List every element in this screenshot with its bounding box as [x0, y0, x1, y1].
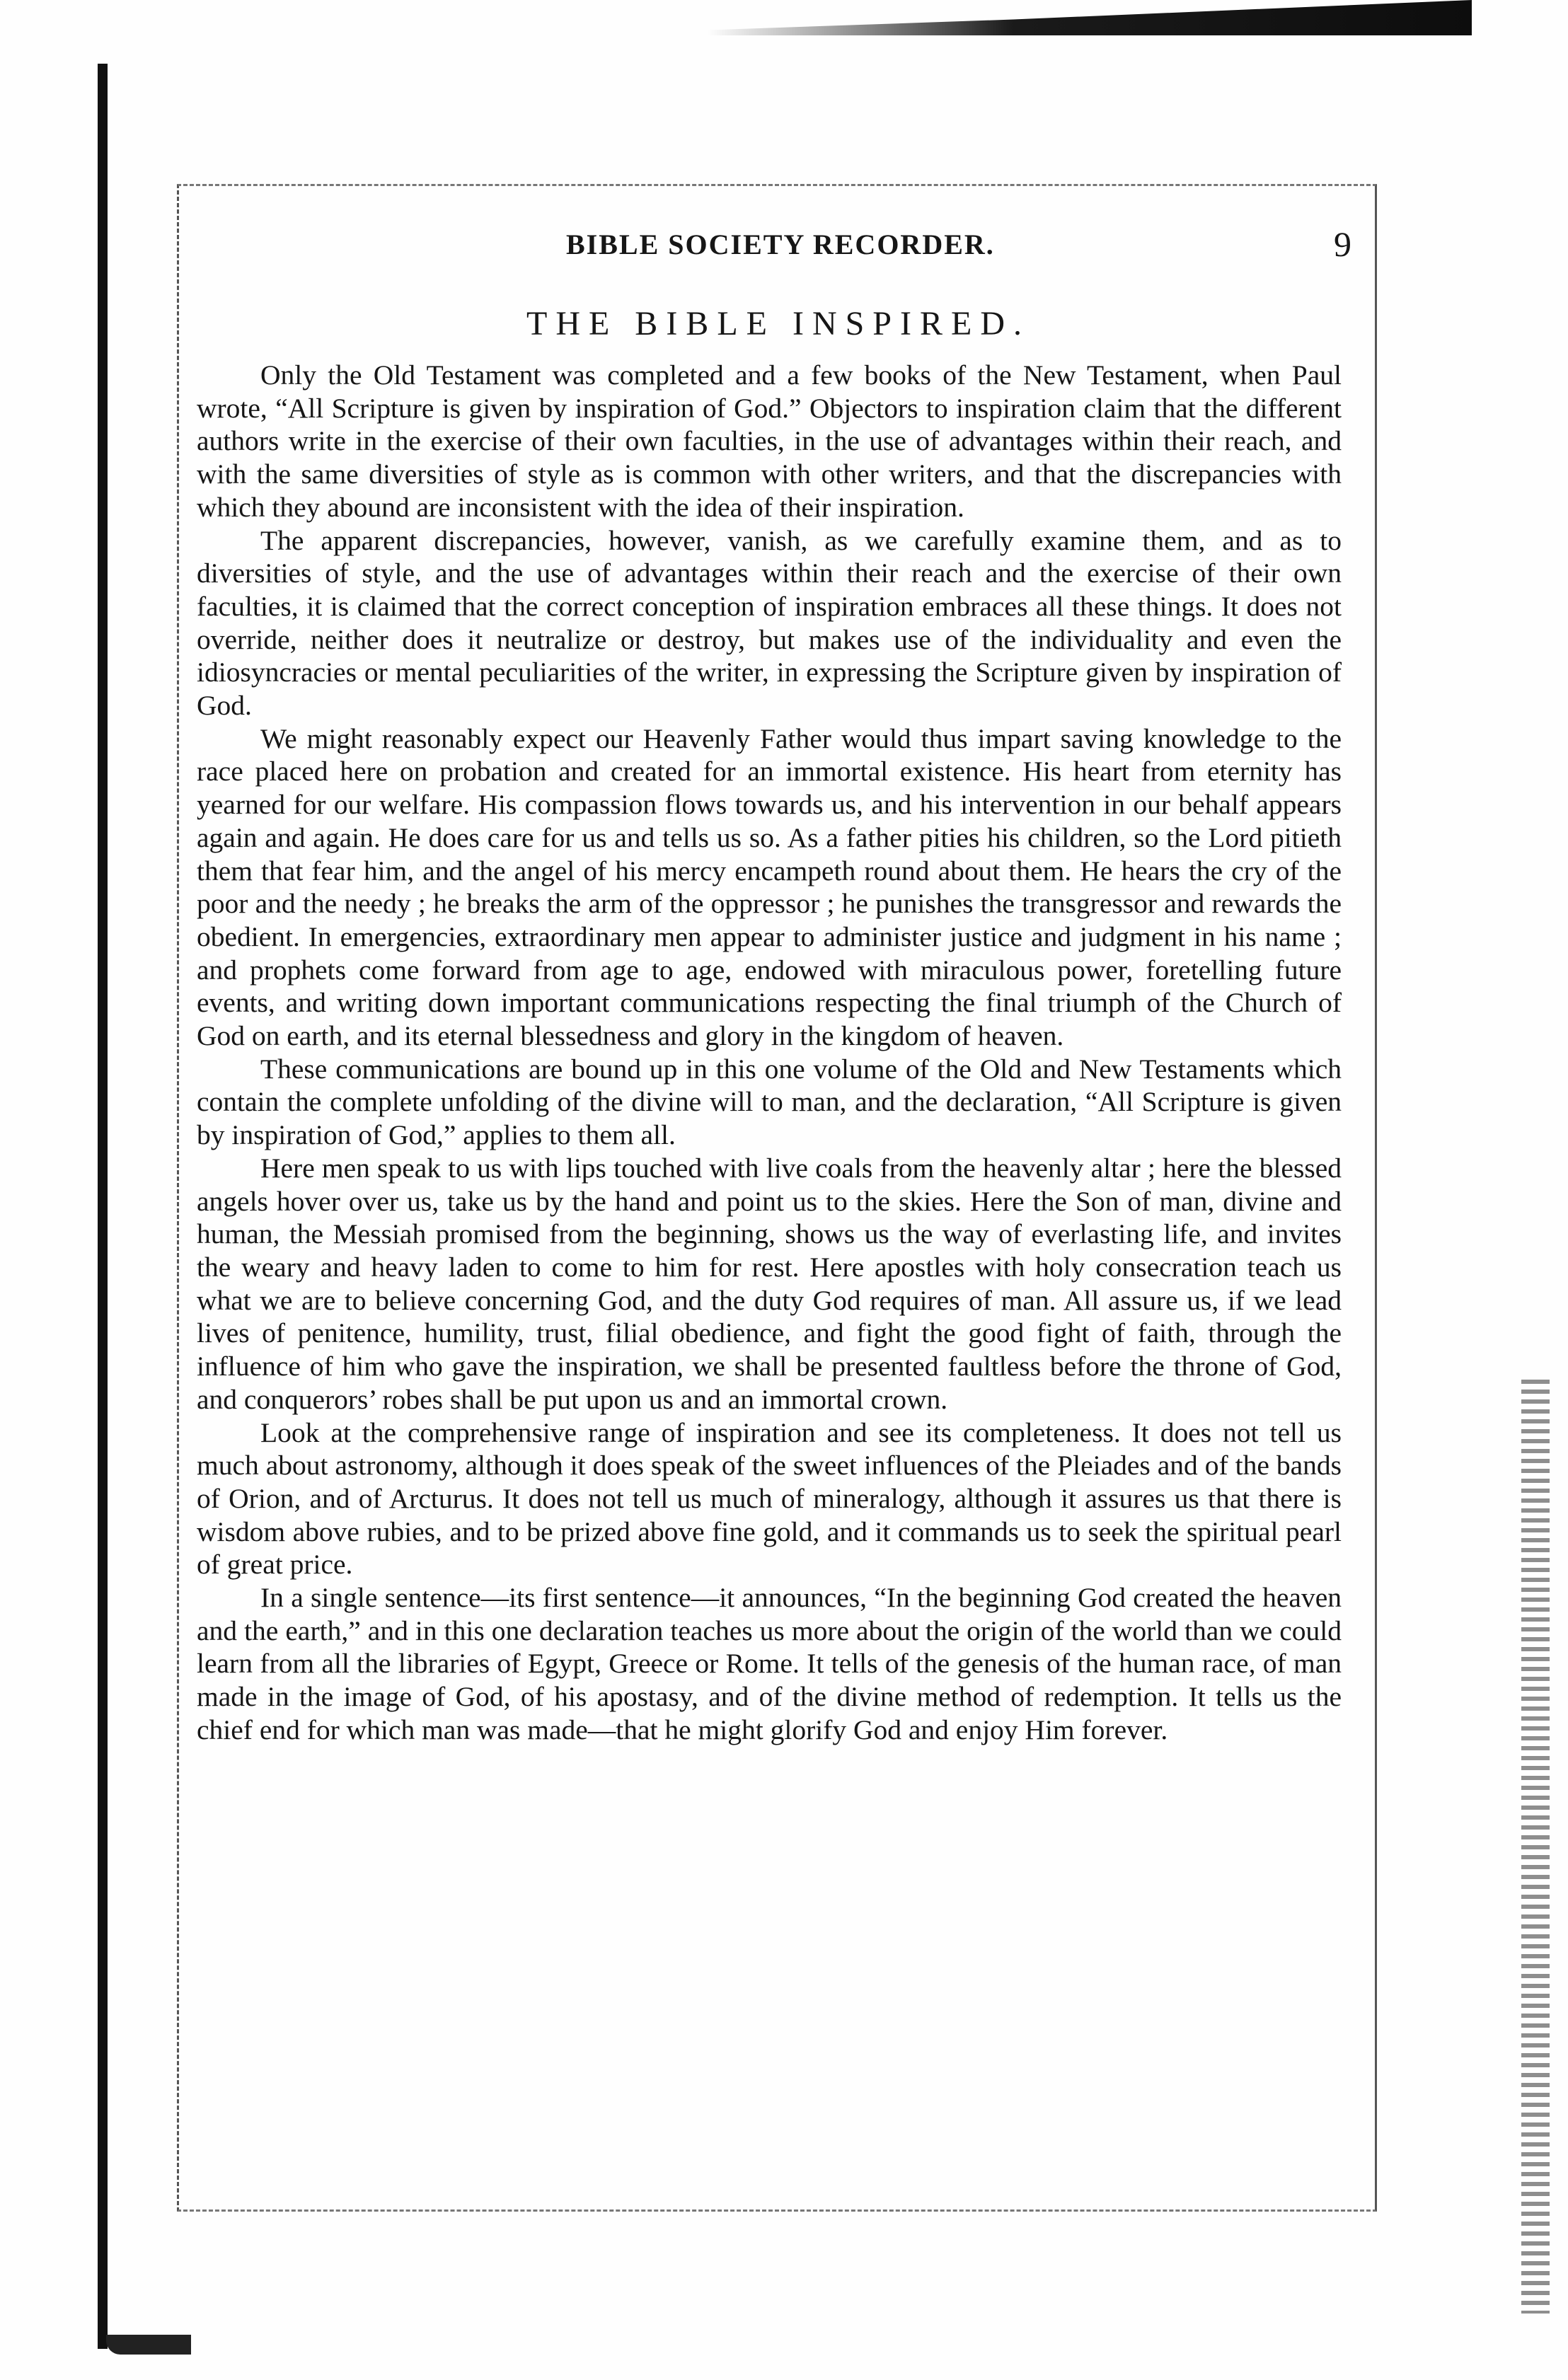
paragraph: Look at the comprehensive range of inspiration and see its completeness. It does not tell us much about astronomy, although it does speak of the sweet influences of the Pleiades and of the bands of Orion, and of Arcturus. It does not tell us much of mineralogy, although it assures us that there is wisdom above rubies, and to be prized above fine gold, and it commands us to seek the spiritual pearl of great price. [197, 1416, 1342, 1581]
scan-top-edge [708, 0, 1472, 35]
paragraph: Only the Old Testament was completed and a few books of the New Testament, when Paul wrote, “All Scripture is given by inspiration of God.” Objectors to inspiration claim that the different authors write in the exercise of their own faculties, in the use of advantages within their reach, and with the same diversities of style as is common with other writers, and that the discrepancies with which they abound are inconsistent with the idea of their inspiration. [197, 359, 1342, 523]
paragraph: The apparent discrepancies, however, vanish, as we carefully examine them, and as to diversities of style, and the use of advantages within their reach and the exercise of their own faculties, it is claimed that the correct conception of inspiration embraces all these things. It does not override, neither does it neutralize or destroy, but makes use of the individuality and even the idiosyncracies or mental peculiarities of the writer, in expressing the Scripture given by inspiration of God. [197, 524, 1342, 722]
paragraph: In a single sentence—its first sentence—it announces, “In the beginning God created the heaven and the earth,” and in this one declaration teaches us more about the origin of the world than we could learn from all the libraries of Egypt, Greece or Rome. It tells of the genesis of the human race, of man made in the image of God, of his apostasy, and of the divine method of redemption. It tells us the chief end for which man was made—that he might glorify God and enjoy Him forever. [197, 1582, 1342, 1745]
binding-corner [106, 2335, 191, 2355]
running-title: BIBLE SOCIETY RECORDER. [566, 229, 995, 260]
running-header [198, 224, 1359, 270]
paragraph: These communications are bound up in this one volume of the Old and New Testaments which contain the complete unfolding of the divine will to man, and the declaration, “All Scripture is given by inspiration of God,” applies to them all. [197, 1053, 1342, 1151]
page-number: 9 [1334, 224, 1351, 264]
article-body [197, 359, 1342, 1747]
binding-edge [98, 64, 108, 2349]
page-edge-right [1521, 1380, 1550, 2313]
paragraph: Here men speak to us with lips touched with live coals from the heavenly altar ; here the blessed angels hover over us, take us by the hand and point us to the skies. Here the Son of man, divine and human, the Messiah promised from the beginning, shows us the way of everlasting life, and invites the weary and heavy laden to come to him for rest. Here apostles with holy consecration teach us what we are to believe concerning God, and the duty God requires of man. All assure us, if we lead lives of penitence, humility, trust, filial obedience, and fight the good fight of faith, through the influence of him who gave the inspiration, we shall be presented faultless before the throne of God, and conquerors’ robes shall be put upon us and an immortal crown. [197, 1152, 1342, 1415]
article-title: THE BIBLE INSPIRED. [526, 305, 1030, 342]
paragraph: We might reasonably expect our Heavenly Father would thus impart saving knowledge to the race placed here on probation and created for an immortal existence. His heart from eternity has yearned for our welfare. His compassion flows towards us, and his intervention in our behalf appears again and again. He does care for us and tells us so. As a father pities his children, so the Lord pitieth them that fear him, and the angel of his mercy encampeth round about them. He hears the cry of the poor and the needy ; he breaks the arm of the oppressor ; he punishes the transgressor and rewards the obedient. In emergencies, extraordinary men appear to administer justice and judgment in his name ; and prophets come forward from age to age, endowed with miraculous power, foretelling future events, and writing down important communications respecting the final triumph of the Church of God on earth, and its eternal blessedness and glory in the kingdom of heaven. [197, 722, 1342, 1052]
